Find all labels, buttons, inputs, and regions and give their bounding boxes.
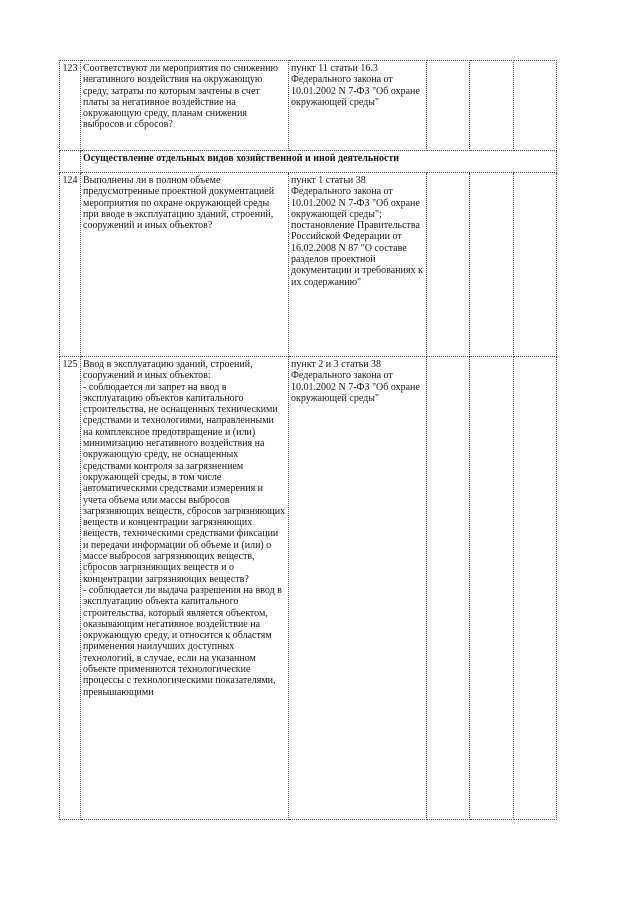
table-row [60,61,557,151]
table-row [60,357,557,820]
answer-no-cell [470,61,514,151]
section-row [60,151,557,173]
checklist-table [59,60,557,820]
row-number: 124 [60,173,81,357]
answer-yes-cell [427,357,470,820]
legal-reference: пункт 11 статьи 16.3 Федерального закона от 10.01.2002 N 7-ФЗ "Об охране окружающей среды" [289,61,427,151]
legal-reference: пункт 2 и 3 статьи 38 Федерального закона от 10.01.2002 N 7-ФЗ "Об охране окружающей среды" [289,357,427,820]
requirement-question: Выполнены ли в полном объеме предусмотренные проектной документацией мероприятия по охране окружающей среды при вводе в эксплуатацию зданий, строений, сооружений и иных объектов? [81,173,289,357]
requirement-question: Ввод в эксплуатацию зданий, строений, сооружений и иных объектов: - соблюдается ли запрет на ввод в эксплуатацию объектов капитального строительства, не оснащенных техническими средствами и технологиями, направленными на комплексное предотвращение и (или) минимизацию негативного воздействия на окружающую среду, не оснащенных средствами контроля за загрязнением окружающей среды, в том числе автоматическими средствами измерения и учета объема или массы выбросов загрязняющих веществ, сбросов загрязняющих веществ и концентрации загрязняющих веществ, техническими средствами фиксации и передачи информации об объеме и (или) о массе выбросов загрязняющих веществ, сбросов загрязняющих веществ и о концентрации загрязняющих веществ? - соблюдается ли выдача разрешения на ввод в эксплуатацию объекта капитального строительства, который является объектом, оказывающим негативное воздействие на окружающую среду, и относится к областям применения наилучших доступных технологий, в случае, если на указанном объекте применяются технологические процессы с технологическими показателями, превышающими [81,357,289,820]
answer-na-cell [514,61,557,151]
answer-na-cell [514,173,557,357]
row-number: 125 [60,357,81,820]
table-row [60,173,557,357]
section-number-cell [60,151,81,173]
legal-reference: пункт 1 статьи 38 Федерального закона от 10.01.2002 N 7-ФЗ "Об охране окружающей среды"; постановление Правительства Российской Федерации от 16.02.2008 N 87 "О составе разделов проектной документации и требованиях к их содержанию" [289,173,427,357]
answer-na-cell [514,357,557,820]
row-number: 123 [60,61,81,151]
requirement-question: Соответствуют ли мероприятия по снижению негативного воздействия на окружающую среду, затраты по которым зачтены в счет платы за негативное воздействие на окружающую среду, планам снижения выбросов и сбросов? [81,61,289,151]
answer-no-cell [470,357,514,820]
answer-no-cell [470,173,514,357]
answer-yes-cell [427,173,470,357]
section-title: Осуществление отдельных видов хозяйственной и иной деятельности [81,151,557,173]
answer-yes-cell [427,61,470,151]
